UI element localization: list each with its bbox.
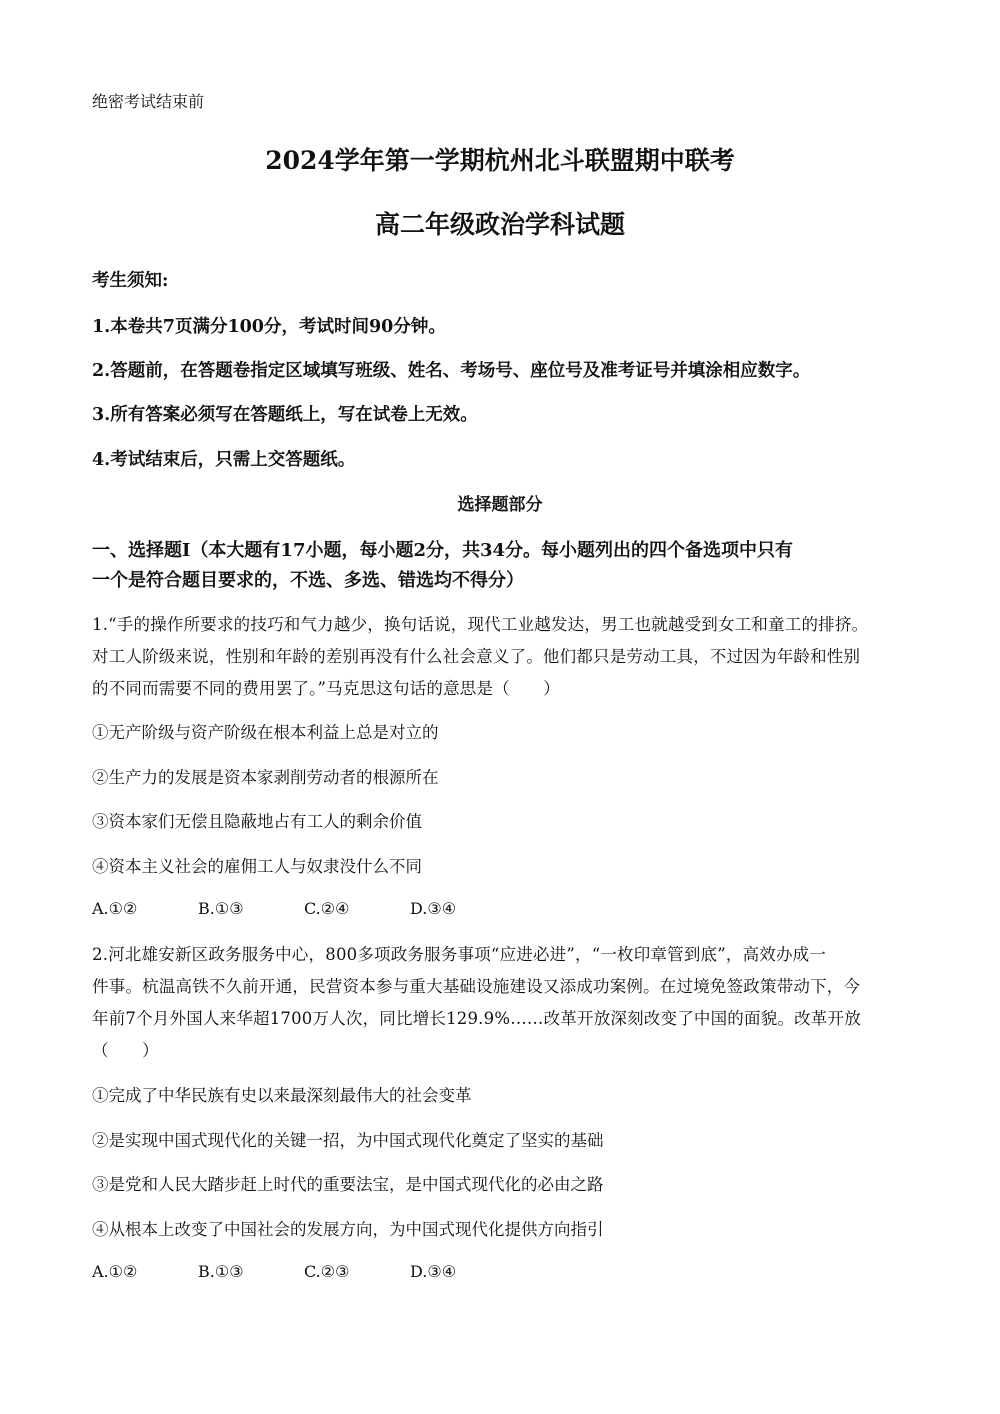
notice-item-2: 2.答题前，在答题卷指定区域填写班级、姓名、考场号、座位号及准考证号并填涂相应数字。 [92, 361, 811, 381]
question-2-choice-a[interactable]: A.①② [92, 1262, 138, 1281]
question-1-choice-d[interactable]: D.③④ [410, 899, 457, 918]
question-1-option-1: ①无产阶级与资产阶级在根本利益上总是对立的 [92, 723, 439, 742]
section-title: 选择题部分 [457, 495, 543, 515]
question-2-choice-d[interactable]: D.③④ [410, 1262, 457, 1281]
notice-item-4: 4.考试结束后，只需上交答题纸。 [92, 450, 356, 470]
question-1-option-4: ④资本主义社会的雇佣工人与奴隶没什么不同 [92, 857, 422, 876]
part-heading-line-1: 一、选择题Ⅰ（本大题有17小题，每小题2分，共34分。每小题列出的四个备选项中只有 [92, 540, 794, 561]
question-2-choice-b[interactable]: B.①③ [198, 1262, 244, 1281]
question-1-stem-line-2: 对工人阶级来说，性别和年龄的差别再没有什么社会意义了。他们都只是劳动工具，不过因为年龄和性别 [92, 647, 861, 666]
question-1-choice-b[interactable]: B.①③ [198, 899, 244, 918]
question-2-stem-line-1: 2.河北雄安新区政务服务中心，800多项政务服务事项“应进必进”，“一枚印章管到底”，高效办成一 [92, 945, 827, 964]
question-1-option-2: ②生产力的发展是资本家剥削劳动者的根源所在 [92, 768, 439, 787]
confidential-label: 绝密考试结束前 [92, 92, 205, 111]
question-2-stem-line-4: （ ） [92, 1041, 159, 1060]
question-1-stem-line-1: 1.“手的操作所要求的技巧和气力越少，换句话说，现代工业越发达，男工也就越受到女工和童工的排挤。 [92, 615, 869, 634]
exam-subtitle: 高二年级政治学科试题 [374, 210, 625, 239]
question-2-stem-line-2: 件事。杭温高铁不久前开通，民营资本参与重大基础设施建设又添成功案例。在过境免签政策带动下，今 [92, 977, 861, 996]
question-1-choice-c[interactable]: C.②④ [304, 899, 350, 918]
notice-heading: 考生须知: [92, 271, 169, 291]
question-1-option-3: ③资本家们无偿且隐蔽地占有工人的剩余价值 [92, 812, 422, 831]
question-2-option-4: ④从根本上改变了中国社会的发展方向，为中国式现代化提供方向指引 [92, 1220, 604, 1239]
exam-title: 2024学年第一学期杭州北斗联盟期中联考 [265, 146, 735, 175]
question-2-option-1: ①完成了中华民族有史以来最深刻最伟大的社会变革 [92, 1086, 472, 1105]
part-heading-line-2: 一个是符合题目要求的，不选、多选、错选均不得分） [92, 570, 524, 591]
question-1-choice-a[interactable]: A.①② [92, 899, 138, 918]
question-1-stem-line-3: 的不同而需要不同的费用罢了。”马克思这句话的意思是（ ） [92, 679, 560, 698]
question-2-choices [92, 1262, 516, 1281]
question-2-option-3: ③是党和人民大踏步赶上时代的重要法宝，是中国式现代化的必由之路 [92, 1175, 604, 1194]
question-1-choices [92, 899, 516, 918]
question-2-choice-c[interactable]: C.②③ [304, 1262, 350, 1281]
notice-item-3: 3.所有答案必须写在答题纸上，写在试卷上无效。 [92, 405, 478, 425]
question-2-stem-line-3: 年前7个月外国人来华超1700万人次，同比增长129.9%……改革开放深刻改变了中国的面貌。改革开放 [92, 1009, 861, 1028]
question-2-option-2: ②是实现中国式现代化的关键一招，为中国式现代化奠定了坚实的基础 [92, 1131, 604, 1150]
notice-item-1: 1.本卷共7页满分100分，考试时间90分钟。 [92, 317, 446, 337]
